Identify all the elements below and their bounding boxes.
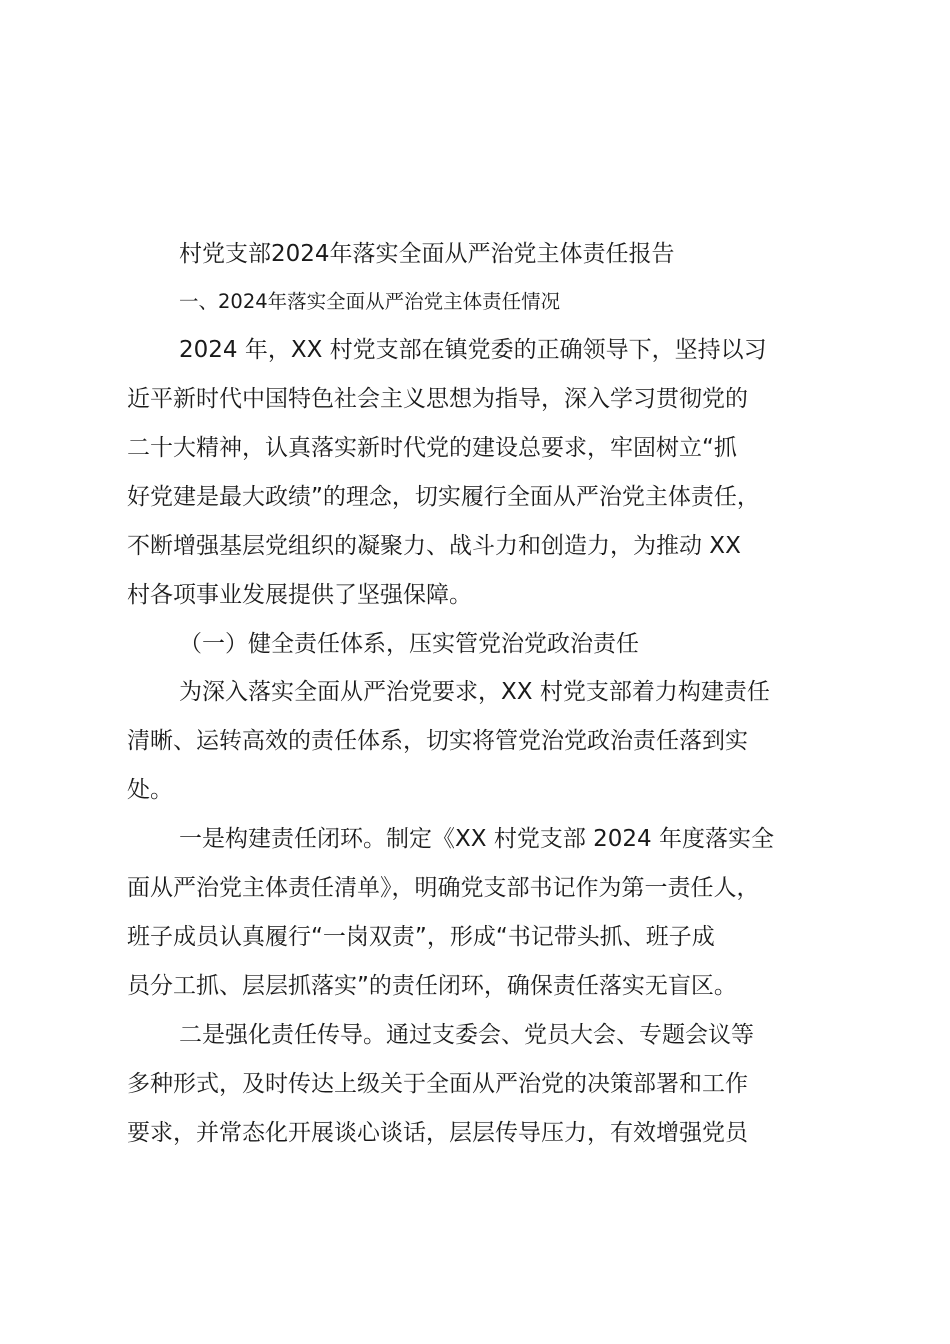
paragraph-line: 多种形式，及时传达上级关于全面从严治党的决策部署和工作	[127, 1071, 748, 1097]
paragraph-line: 一是构建责任闭环。制定《XX 村党支部 2024 年度落实全	[179, 826, 774, 852]
point-one-paragraph	[127, 815, 832, 1011]
paragraph-line: 村各项事业发展提供了坚强保障。	[127, 582, 472, 608]
paragraph-line: 员分工抓、层层抓落实”的责任闭环，确保责任落实无盲区。	[127, 973, 737, 999]
paragraph-line: 好党建是最大政绩”的理念，切实履行全面从严治党主体责任，	[127, 484, 760, 510]
intro-paragraph	[127, 326, 832, 620]
paragraph-line: 班子成员认真履行“一岗双责”，形成“书记带头抓、班子成	[127, 924, 715, 950]
subsection-heading: （一）健全责任体系，压实管党治党政治责任	[179, 631, 639, 657]
subsection-paragraph	[127, 668, 832, 815]
paragraph-line: 2024 年，XX 村党支部在镇党委的正确领导下，坚持以习	[179, 337, 767, 363]
paragraph-line: 近平新时代中国特色社会主义思想为指导，深入学习贯彻党的	[127, 386, 748, 412]
document-title: 村党支部2024年落实全面从严治党主体责任报告	[179, 241, 675, 267]
paragraph-line: 二十大精神，认真落实新时代党的建设总要求，牢固树立“抓	[127, 435, 737, 461]
paragraph-line: 清晰、运转高效的责任体系，切实将管党治党政治责任落到实	[127, 728, 748, 754]
paragraph-line: 二是强化责任传导。通过支委会、党员大会、专题会议等	[179, 1022, 754, 1048]
document-body	[127, 230, 832, 1158]
paragraph-line: 面从严治党主体责任清单》，明确党支部书记作为第一责任人，	[127, 875, 760, 901]
paragraph-line: 处。	[127, 777, 173, 803]
point-two-paragraph	[127, 1011, 832, 1158]
paragraph-line: 不断增强基层党组织的凝聚力、战斗力和创造力，为推动 XX	[127, 533, 741, 559]
section-heading: 一、2024年落实全面从严治党主体责任情况	[179, 290, 561, 313]
paragraph-line: 要求，并常态化开展谈心谈话，层层传导压力，有效增强党员	[127, 1120, 748, 1146]
paragraph-line: 为深入落实全面从严治党要求，XX 村党支部着力构建责任	[179, 679, 770, 705]
